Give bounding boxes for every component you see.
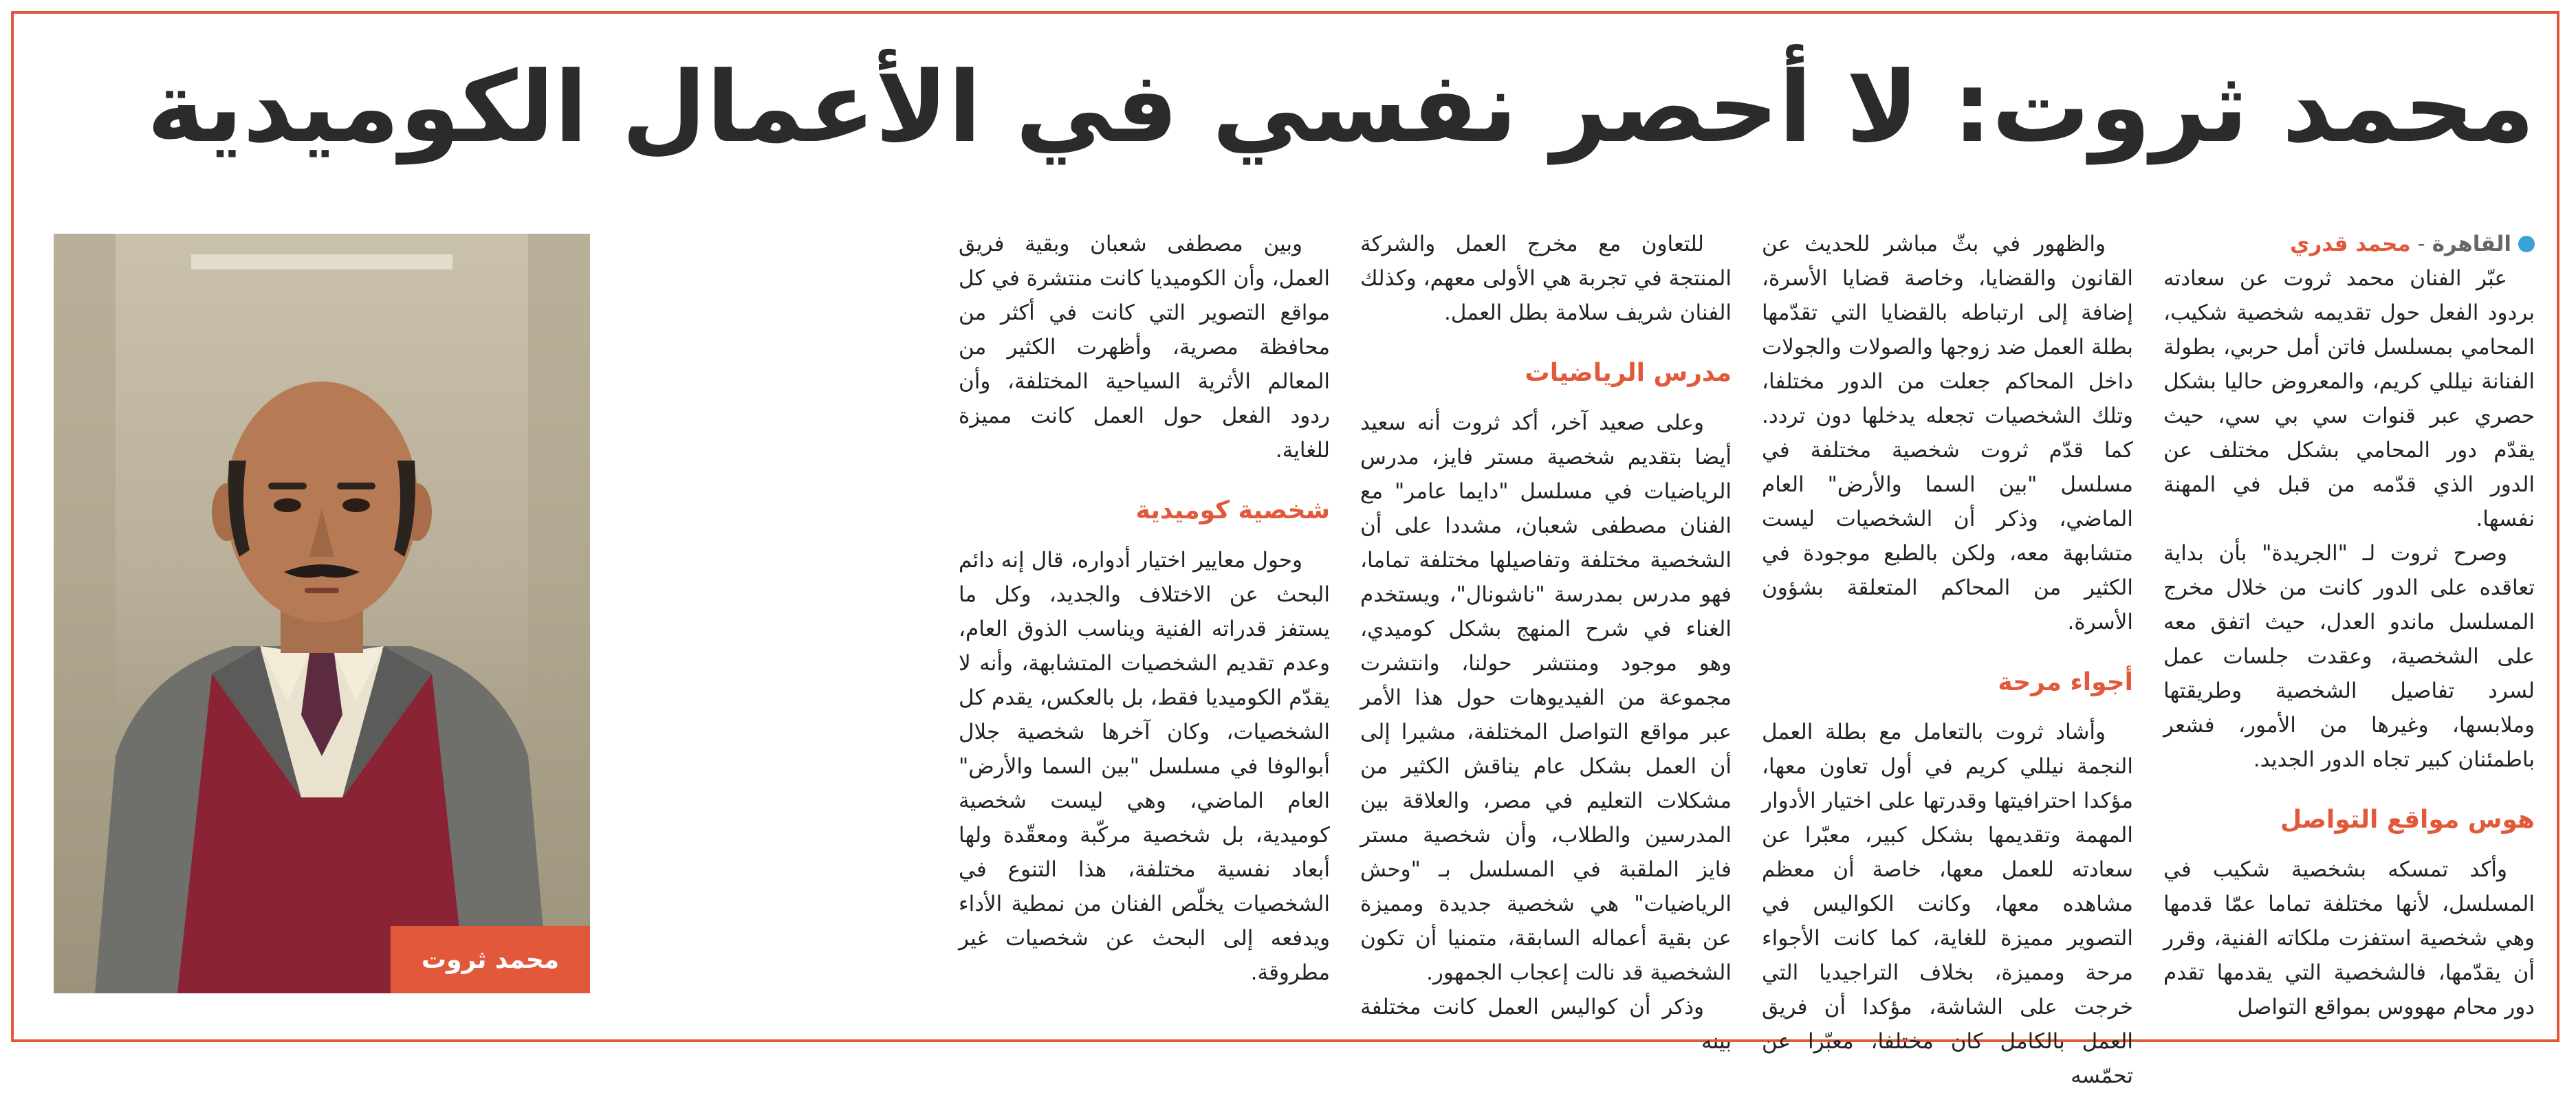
portrait-photo bbox=[54, 234, 590, 993]
column-4 bbox=[959, 227, 1330, 1017]
subheading: أجواء مرحة bbox=[1998, 668, 2133, 696]
paragraph: وصرح ثروت لـ "الجريدة" بأن بداية تعاقده على الدور كانت من خلال مخرج المسلسل ماندو العدل، حيث اتفق معه على الشخصية، وعقدت جلسات عمل لسرد تفاصيل الشخصية وطريقتها وملابسها، وغيرها من الأمور، فشعر باطمئنان كبير تجاه الدور الجديد. bbox=[2163, 541, 2535, 772]
paragraph: وعلى صعيد آخر، أكد ثروت أنه سعيد أيضا بتقديم شخصية مستر فايز، مدرس الرياضيات في مسلسل "دايما عامر" مع الفنان مصطفى شعبان، مشددا على أن الشخصية مختلفة وتفاصيلها مختلفة تماما، فهو مدرس بمدرسة "ناشونال"، ويستخدم الغناء في شرح المنهج بشكل كوميدي، وهو موجود ومنتشر حولنا، وانتشرت مجموعة من الفيديوهات حول هذا الأمر عبر مواقع التواصل المختلفة، مشيرا إلى أن العمل بشكل عام يناقش الكثير من مشكلات التعليم في مصر، والعلاقة بين المدرسين والطلاب، وأن شخصية مستر فايز الملقبة في المسلسل بـ "وحش الرياضيات" هي شخصية جديدة ومميزة عن بقية أعماله السابقة، متمنيا أن تكون الشخصية قد نالت إعجاب الجمهور. bbox=[1360, 410, 1732, 985]
paragraph: وذكر أن كواليس العمل كانت مختلفة بينه bbox=[1360, 995, 1732, 1054]
paragraph: للتعاون مع مخرج العمل والشركة المنتجة في تجربة هي الأولى معهم، وكذلك الفنان شريف سلامة بطل العمل. bbox=[1360, 232, 1732, 325]
paragraph: والظهور في بثّ مباشر للحديث عن القانون والقضايا، وخاصة قضايا الأسرة، إضافة إلى ارتباطه بالقضايا التي تقدّمها بطلة العمل ضد زوجها والصولات والجولات داخل المحاكم جعلت من الدور مختلفا، وتلك الشخصيات تجعله يدخلها دون تردد. كما قدّم ثروت شخصية مختلفة في مسلسل "بين السما والأرض" العام الماضي، وذكر أن الشخصيات ليست متشابهة معه، ولكن بالطبع موجودة في الكثير من المحاكم المتعلقة بشؤون الأسرة. bbox=[1762, 232, 2133, 634]
byline-city: القاهرة bbox=[2432, 232, 2511, 256]
byline-separator: - bbox=[2417, 232, 2425, 256]
paragraph: وحول معايير اختيار أدواره، قال إنه دائم البحث عن الاختلاف والجديد، وكل ما يستفز قدراته الفنية ويناسب الذوق العام، وعدم تقديم الشخصيات المتشابهة، وأنه لا يقدّم الكوميديا فقط، بل بالعكس، يقدم كل الشخصيات، وكان آخرها شخصية جلال أبوالوفا في مسلسل "بين السما والأرض" العام الماضي، وهي ليست شخصية كوميدية، بل شخصية مركّبة ومعقّدة ولها أبعاد نفسية مختلفة، هذا التنوع في الشخصيات يخلّص الفنان من نمطية الأداء ويدفعه إلى البحث عن شخصيات غير مطروقة. bbox=[959, 548, 1330, 985]
article-body bbox=[554, 227, 2535, 1088]
paragraph: وأكد تمسكه بشخصية شكيب في المسلسل، لأنها مختلفة تماما عمّا قدمها وهي شخصية استفزت ملكاته الفنية، وقرر أن يقدّمها، فالشخصية التي يقدمها تقدم دور محام مهووس بمواقع التواصل bbox=[2163, 857, 2535, 1019]
column-1 bbox=[2163, 227, 2535, 1017]
column-3 bbox=[1360, 227, 1732, 1054]
byline bbox=[2163, 227, 2535, 261]
photo-caption bbox=[391, 926, 590, 993]
byline-dot-icon bbox=[2518, 236, 2535, 252]
photo-caption-text: محمد ثروت bbox=[421, 945, 560, 974]
subheading: هوس مواقع التواصل bbox=[2280, 806, 2535, 834]
paragraph: وأشاد ثروت بالتعامل مع بطلة العمل النجمة نيللي كريم في أول تعاون معها، مؤكدا احترافيتها وقدرتها على اختيار الأدوار المهمة وتقديمها بشكل كبير، معبّرا عن سعادته للعمل معها، خاصة أن معظم مشاهده معها، وكانت الكواليس في التصوير مميزة للغاية، كما كانت الأجواء مرحة ومميزة، بخلاف التراجيديا التي خرجت على الشاشة، مؤكدا أن فريق العمل بالكامل كان مختلفا، معبّرا عن تحمّسه bbox=[1762, 720, 2133, 1088]
byline-author: محمد قدري bbox=[2290, 232, 2411, 256]
paragraph: وبين مصطفى شعبان وبقية فريق العمل، وأن الكوميديا كانت منتشرة في كل مواقع التصوير التي كانت في أكثر من محافظة مصرية، وأظهرت الكثير من المعالم الأثرية السياحية المختلفة، وأن ردود الفعل حول العمل كانت مميزة للغاية. bbox=[959, 232, 1330, 463]
portrait-illustration bbox=[54, 234, 590, 993]
headline: محمد ثروت: لا أحصر نفسي في الأعمال الكوميدية bbox=[146, 51, 2535, 164]
paragraph: عبّر الفنان محمد ثروت عن سعادته بردود الفعل حول تقديمه شخصية شكيب، المحامي بمسلسل فاتن أمل حربي، بطولة الفنانة نيللي كريم، والمعروض حاليا بشكل حصري عبر قنوات سي بي سي، حيث يقدّم دور المحامي بشكل مختلف عن الدور الذي قدّمه من قبل في المهنة نفسها. bbox=[2163, 266, 2535, 531]
subheading: مدرس الرياضيات bbox=[1525, 359, 1732, 387]
column-2 bbox=[1762, 227, 2133, 1088]
subheading: شخصية كوميدية bbox=[1135, 496, 1330, 525]
